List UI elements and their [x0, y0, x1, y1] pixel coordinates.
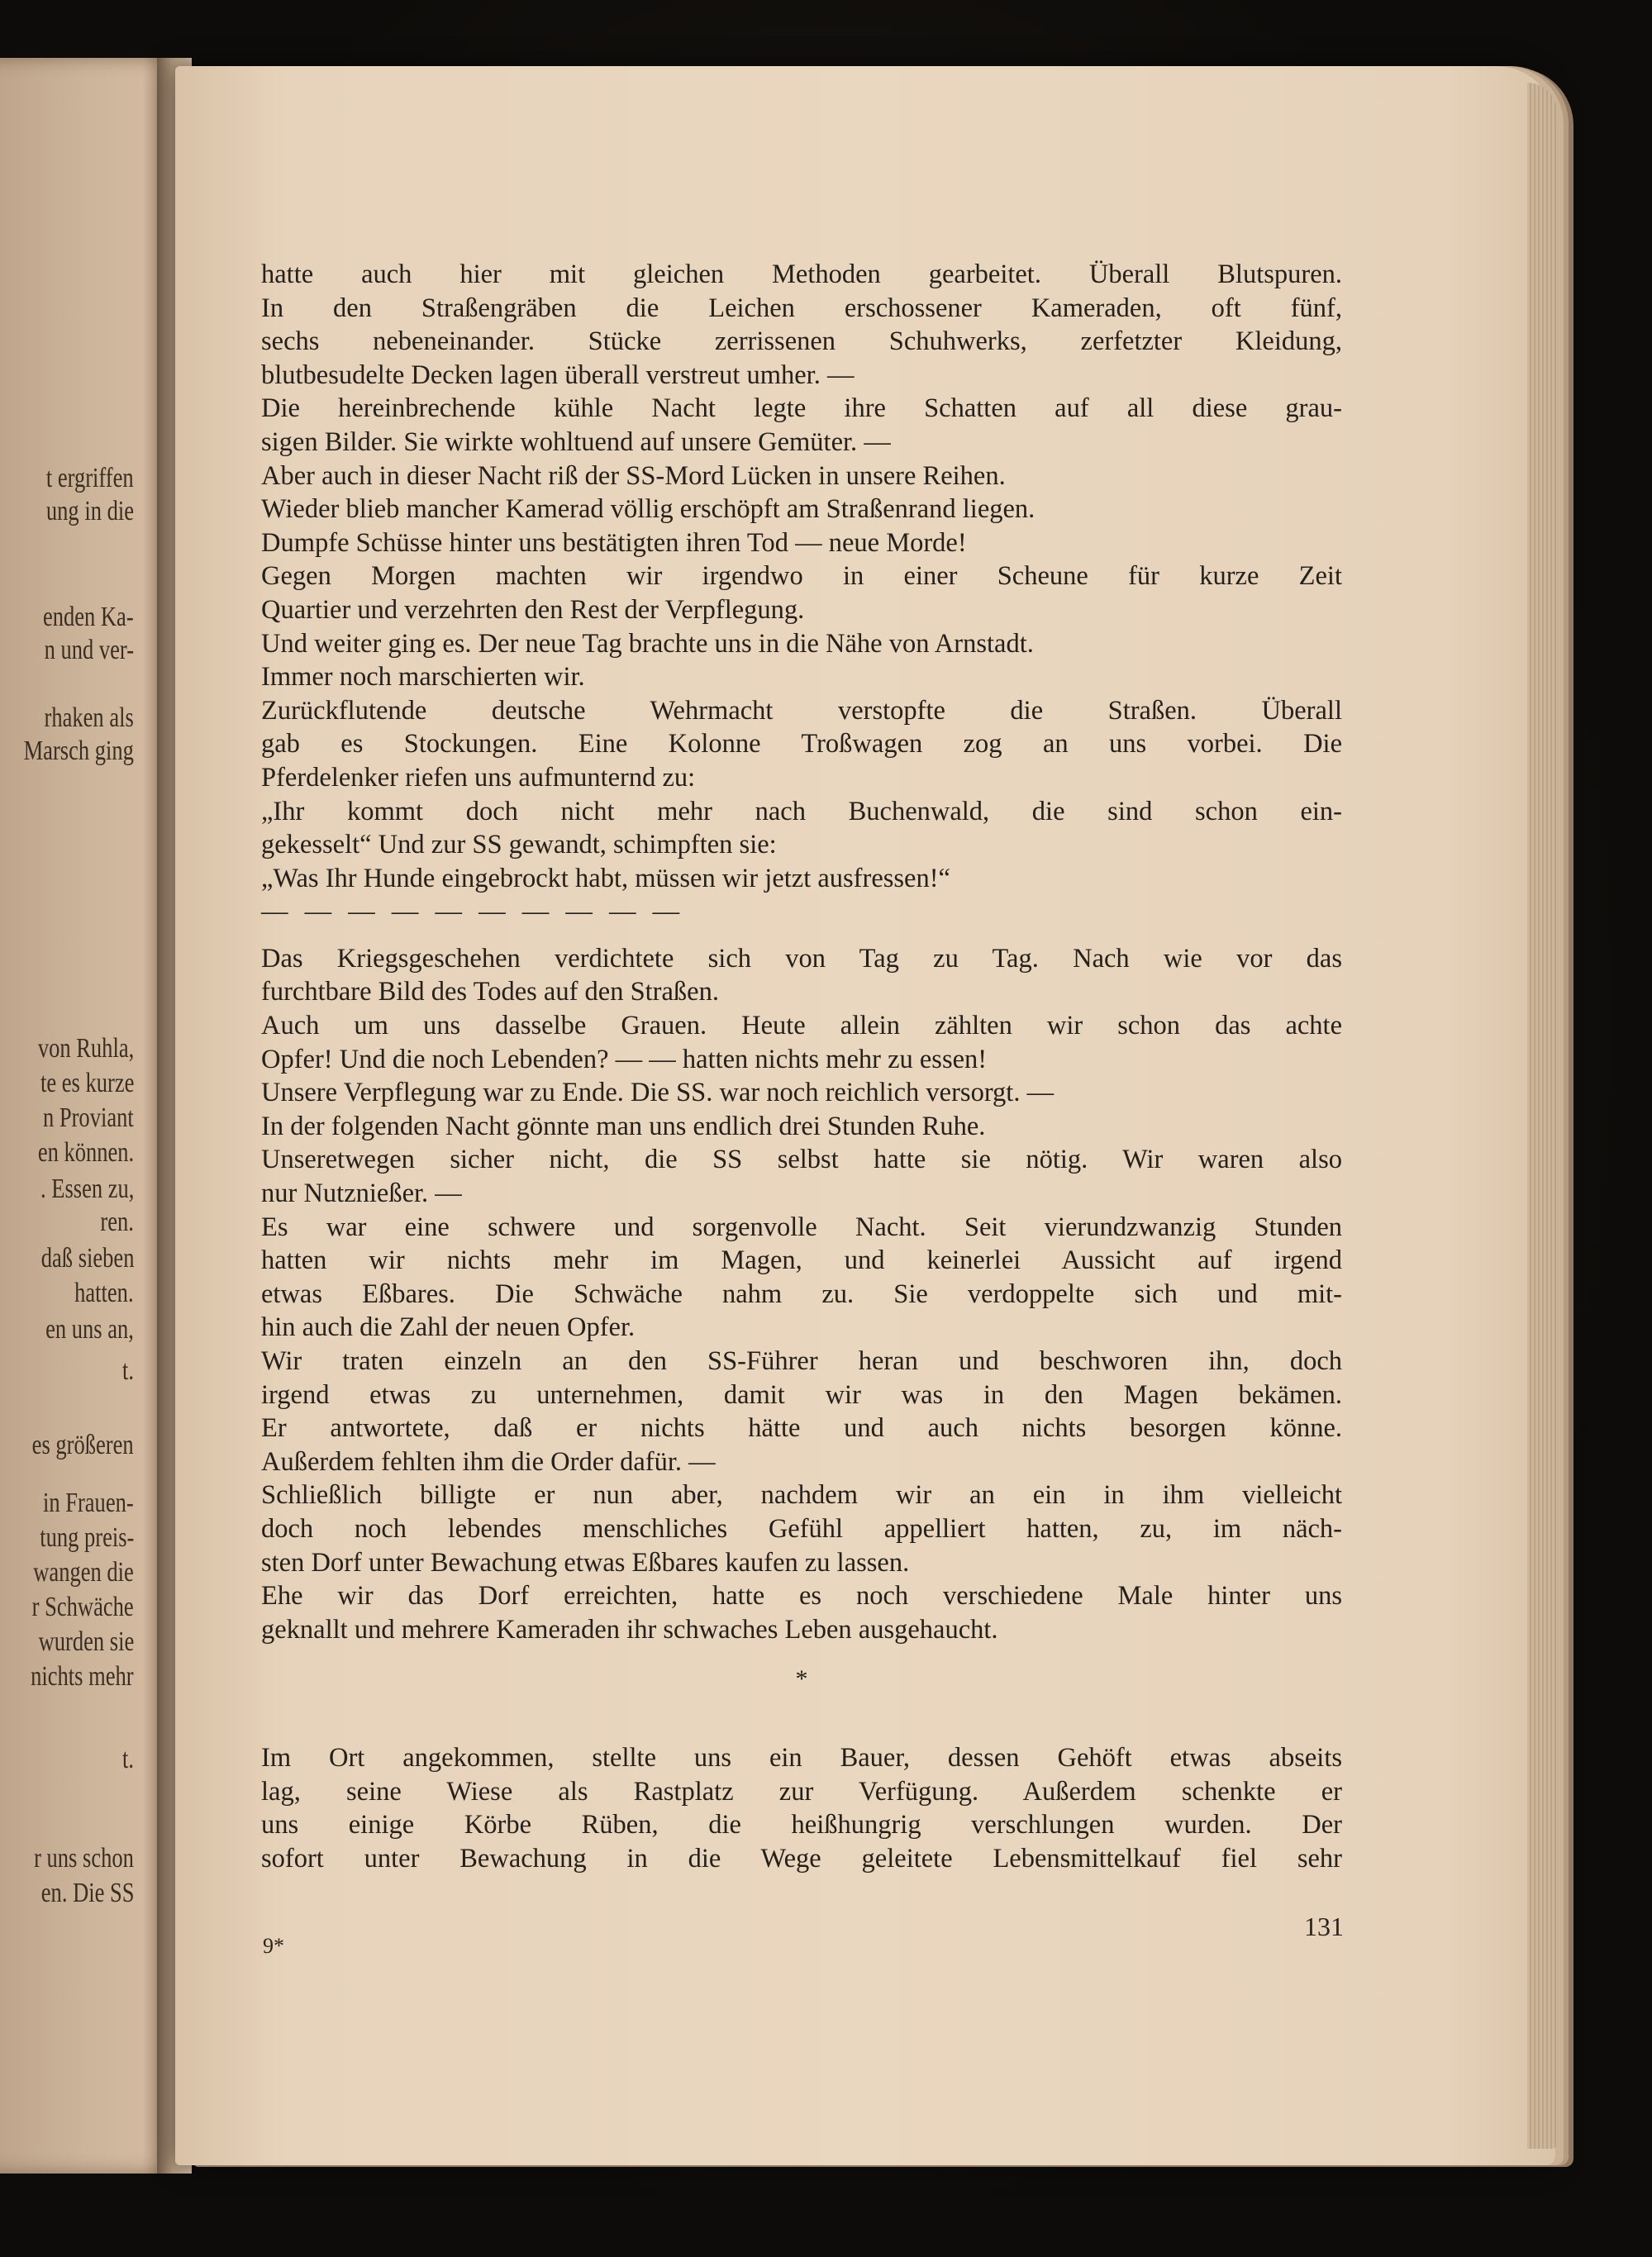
text-line: Außerdem fehlten ihm die Order dafür. —: [261, 1446, 716, 1477]
left-page-fragment: wangen die: [33, 1557, 134, 1588]
text-line: gekesselt“ Und zur SS gewandt, schimpften sie:: [261, 830, 777, 860]
left-page-fragment: daß sieben: [40, 1243, 134, 1274]
text-line: In der folgenden Nacht gönnte man uns endlich drei Stunden Ruhe.: [261, 1111, 986, 1141]
left-page-fragment: ren.: [100, 1207, 134, 1237]
text-line: hatten wir nichts mehr im Magen, und keinerlei Aussicht auf irgend: [261, 1245, 1342, 1276]
page-text: [261, 258, 1342, 1875]
text-line: etwas Eßbares. Die Schwäche nahm zu. Sie verdoppelte sich und mit-: [261, 1278, 1342, 1309]
left-page-fragment: tung preis-: [39, 1522, 134, 1553]
text-line: „Ihr kommt doch nicht mehr nach Buchenwald, die sind schon ein-: [261, 796, 1342, 826]
text-line: blutbesudelte Decken lagen überall verstreut umher. —: [261, 360, 855, 390]
text-line: lag, seine Wiese als Rastplatz zur Verfügung. Außerdem schenkte er: [261, 1776, 1342, 1807]
text-line: doch noch lebendes menschliches Gefühl appelliert hatten, zu, im näch-: [261, 1513, 1342, 1544]
text-line: Pferdelenker riefen uns aufmunternd zu:: [261, 762, 696, 793]
left-page-fragment: ung in die: [45, 496, 134, 526]
left-page-fragment: n Proviant: [43, 1102, 134, 1133]
text-line: hin auch die Zahl der neuen Opfer.: [261, 1312, 636, 1343]
text-line: Zurückflutende deutsche Wehrmacht verstopfte die Straßen. Überall: [261, 695, 1342, 726]
signature-mark: 9*: [263, 1934, 284, 1958]
left-page: [0, 58, 174, 2174]
left-page-fragment: r Schwäche: [32, 1592, 134, 1622]
text-line: Aber auch in dieser Nacht riß der SS-Mord Lücken in unsere Reihen.: [261, 460, 1006, 491]
text-line: sofort unter Bewachung in die Wege geleitete Lebensmittelkauf fiel sehr: [261, 1843, 1342, 1874]
section-divider: — — — — — — — — — —: [261, 897, 685, 927]
text-line: Die hereinbrechende kühle Nacht legte ihre Schatten auf all diese grau-: [261, 393, 1342, 424]
left-page-fragment: r uns schon: [34, 1843, 134, 1874]
text-line: Opfer! Und die noch Lebenden? — — hatten nichts mehr zu essen!: [261, 1044, 988, 1074]
left-page-fragment: t.: [121, 1744, 134, 1774]
left-page-fragment: t ergriffen: [46, 463, 134, 493]
left-page-fragment: hatten.: [74, 1278, 134, 1308]
text-line: sten Dorf unter Bewachung etwas Eßbares kaufen zu lassen.: [261, 1547, 910, 1578]
text-line: Gegen Morgen machten wir irgendwo in einer Scheune für kurze Zeit: [261, 561, 1342, 592]
text-line: gab es Stockungen. Eine Kolonne Troßwagen zog an uns vorbei. Die: [261, 729, 1342, 759]
text-line: Das Kriegsgeschehen verdichtete sich von Tag zu Tag. Nach wie vor das: [261, 943, 1342, 974]
text-line: „Was Ihr Hunde eingebrockt habt, müssen wir jetzt ausfressen!“: [261, 863, 950, 893]
text-line: nur Nutznießer. —: [261, 1178, 462, 1209]
left-page-fragment: nichts mehr: [31, 1661, 134, 1692]
left-page-fragment: wurden sie: [38, 1626, 134, 1657]
section-asterisk: *: [795, 1665, 808, 1693]
text-line: uns einige Körbe Rüben, die heißhungrig verschlungen wurden. Der: [261, 1810, 1342, 1840]
left-page-fragment: te es kurze: [40, 1068, 134, 1098]
left-page-fragment: n und ver-: [44, 635, 134, 665]
text-line: Es war eine schwere und sorgenvolle Nacht. Seit vierundzwanzig Stunden: [261, 1212, 1342, 1242]
text-line: geknallt und mehrere Kameraden ihr schwaches Leben ausgehaucht.: [261, 1614, 998, 1645]
left-page-fragment: rhaken als: [44, 702, 134, 733]
left-page-fragment: von Ruhla,: [37, 1033, 134, 1064]
left-page-fragment: en uns an,: [45, 1314, 134, 1345]
text-line: Unseretwegen sicher nicht, die SS selbst hatte sie nötig. Wir waren also: [261, 1145, 1342, 1175]
text-line: Er antwortete, daß er nichts hätte und auch nichts besorgen könne.: [261, 1413, 1342, 1444]
page-edge: [1527, 83, 1557, 2149]
left-page-fragment: en können.: [37, 1137, 134, 1168]
text-line: In den Straßengräben die Leichen erschossener Kameraden, oft fünf,: [261, 293, 1342, 323]
text-line: sigen Bilder. Sie wirkte wohltuend auf unsere Gemüter. —: [261, 426, 891, 457]
left-page-fragment: t.: [121, 1355, 134, 1386]
text-line: hatte auch hier mit gleichen Methoden gearbeitet. Überall Blutspuren.: [261, 260, 1342, 289]
text-line: Ehe wir das Dorf erreichten, hatte es noch verschiedene Male hinter uns: [261, 1581, 1342, 1612]
left-page-fragment: enden Ka-: [43, 602, 134, 632]
text-line: Und weiter ging es. Der neue Tag brachte uns in die Nähe von Arnstadt.: [261, 628, 1034, 659]
left-page-fragment: . Essen zu,: [40, 1174, 134, 1204]
text-line: Dumpfe Schüsse hinter uns bestätigten ihren Tod — neue Morde!: [261, 527, 967, 558]
left-page-fragment: es größeren: [32, 1430, 134, 1460]
left-page-fragment: in Frauen-: [43, 1488, 134, 1518]
text-line: sechs nebeneinander. Stücke zerrissenen Schuhwerks, zerfetzter Kleidung,: [261, 326, 1342, 357]
left-page-fragment: Marsch ging: [23, 736, 134, 766]
text-line: Immer noch marschierten wir.: [261, 662, 585, 693]
left-page-fragment: en. Die SS: [40, 1878, 134, 1908]
text-line: irgend etwas zu unternehmen, damit wir was in den Magen bekämen.: [261, 1379, 1342, 1410]
text-line: furchtbare Bild des Todes auf den Straßen.: [261, 977, 719, 1007]
page-number: 131: [1304, 1912, 1344, 1941]
text-line: Schließlich billigte er nun aber, nachdem wir an ein in ihm vielleicht: [261, 1480, 1342, 1511]
text-line: Wieder blieb mancher Kamerad völlig erschöpft am Straßenrand liegen.: [261, 494, 1035, 525]
text-line: Wir traten einzeln an den SS-Führer heran und beschworen ihn, doch: [261, 1346, 1342, 1376]
text-line: Auch um uns dasselbe Grauen. Heute allein zählten wir schon das achte: [261, 1011, 1342, 1041]
text-line: Im Ort angekommen, stellte uns ein Bauer, dessen Gehöft etwas abseits: [261, 1742, 1342, 1773]
text-line: Quartier und verzehrten den Rest der Verpflegung.: [261, 594, 805, 625]
text-line: Unsere Verpflegung war zu Ende. Die SS. war noch reichlich versorgt. —: [261, 1078, 1055, 1108]
